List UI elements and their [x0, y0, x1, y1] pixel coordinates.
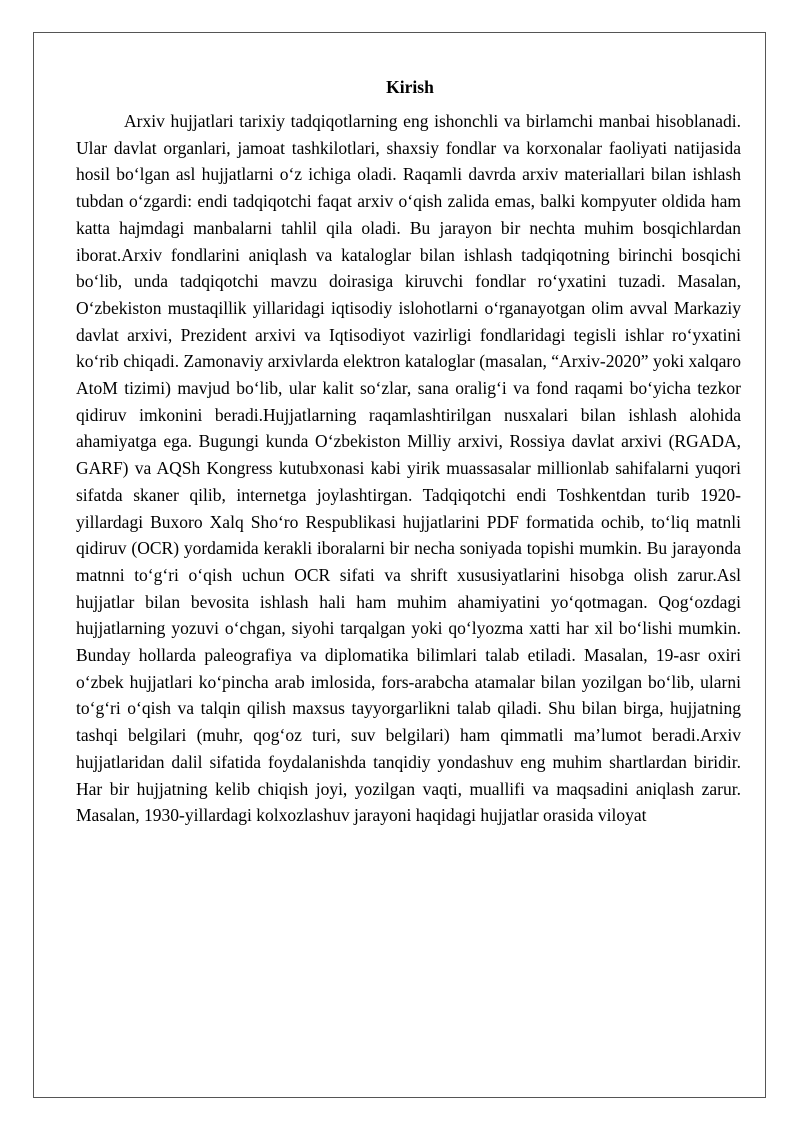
body-paragraph: Arxiv hujjatlari tarixiy tadqiqotlarning eng ishonchli va birlamchi manbai hisoblanadi. Ular davlat organlari, jamoat tashkilotlari, shaxsiy fondlar va korxonalar faoliyati natijasida hosil bo‘lgan asl hujjatlarni o‘z ichiga oladi. Raqamli davrda arxiv materiallari bilan ishlash tubdan o‘zgardi: endi tadqiqotchi faqat arxiv o‘qish zalida emas, balki kompyuter oldida ham katta hajmdagi manbalarni tahlil qila oladi. Bu jarayon bir nechta muhim bosqichlardan iborat.Arxiv fondlarini aniqlash va kataloglar bilan ishlash tadqiqotning birinchi bosqichi bo‘lib, unda tadqiqotchi mavzu doirasiga kiruvchi fondlar ro‘yxatini tuzadi. Masalan, O‘zbekiston mustaqillik yillaridagi iqtisodiy islohotlarni o‘rganayotgan olim avval Markaziy davlat arxivi, Prezident arxivi va Iqtisodiyot vazirligi fondlaridagi tegisli ishlar ro‘yxatini ko‘rib chiqadi. Zamonaviy arxivlarda elektron kataloglar (masalan, “Arxiv-2020” yoki xalqaro AtoM tizimi) mavjud bo‘lib, ular kalit so‘zlar, sana oralig‘i va fond raqami bo‘yicha tezkor qidiruv imkonini beradi.Hujjatlarning raqamlashtirilgan nusxalari bilan ishlash alohida ahamiyatga ega. Bugungi kunda O‘zbekiston Milliy arxivi, Rossiya davlat arxivi (RGADA, GARF) va AQSh Kongress kutubxonasi kabi yirik muassasalar millionlab sahifalarni yuqori sifatda skaner qilib, internetga joylashtirgan. Tadqiqotchi endi Toshkentdan turib 1920-yillardagi Buxoro Xalq Sho‘ro Respublikasi hujjatlarini PDF formatida ochib, to‘liq matnli qidiruv (OCR) yordamida kerakli iboralarni bir necha soniyada topishi mumkin. Bu jarayonda matnni to‘g‘ri o‘qish uchun OCR sifati va shrift xususiyatlarini hisobga olish zarur.Asl hujjatlar bilan bevosita ishlash hali ham muhim ahamiyatini yo‘qotmagan. Qog‘ozdagi hujjatlarning yozuvi o‘chgan, siyohi tarqalgan yoki qo‘lyozma xatti har xil bo‘lishi mumkin. Bunday hollarda paleografiya va diplomatika bilimlari talab etiladi. Masalan, 19-asr oxiri o‘zbek hujjatlari ko‘pincha arab imlosida, fors-arabcha atamalar bilan yozilgan bo‘lib, ularni to‘g‘ri o‘qish va talqin qilish maxsus tayyorgarlikni talab qiladi. Shu bilan birga, hujjatning tashqi belgilari (muhr, qog‘oz turi, suv belgilari) ham qimmatli ma’lumot beradi.Arxiv hujjatlaridan dalil sifatida foydalanishda tanqidiy yondashuv eng muhim shartlardan biridir. Har bir hujjatning kelib chiqish joyi, yozilgan vaqti, muallifi va maqsadini aniqlash zarur. Masalan, 1930-yillardagi kolxozlashuv jarayoni haqidagi hujjatlar orasida viloyat [76, 111, 741, 826]
section-heading: Kirish [386, 77, 434, 97]
